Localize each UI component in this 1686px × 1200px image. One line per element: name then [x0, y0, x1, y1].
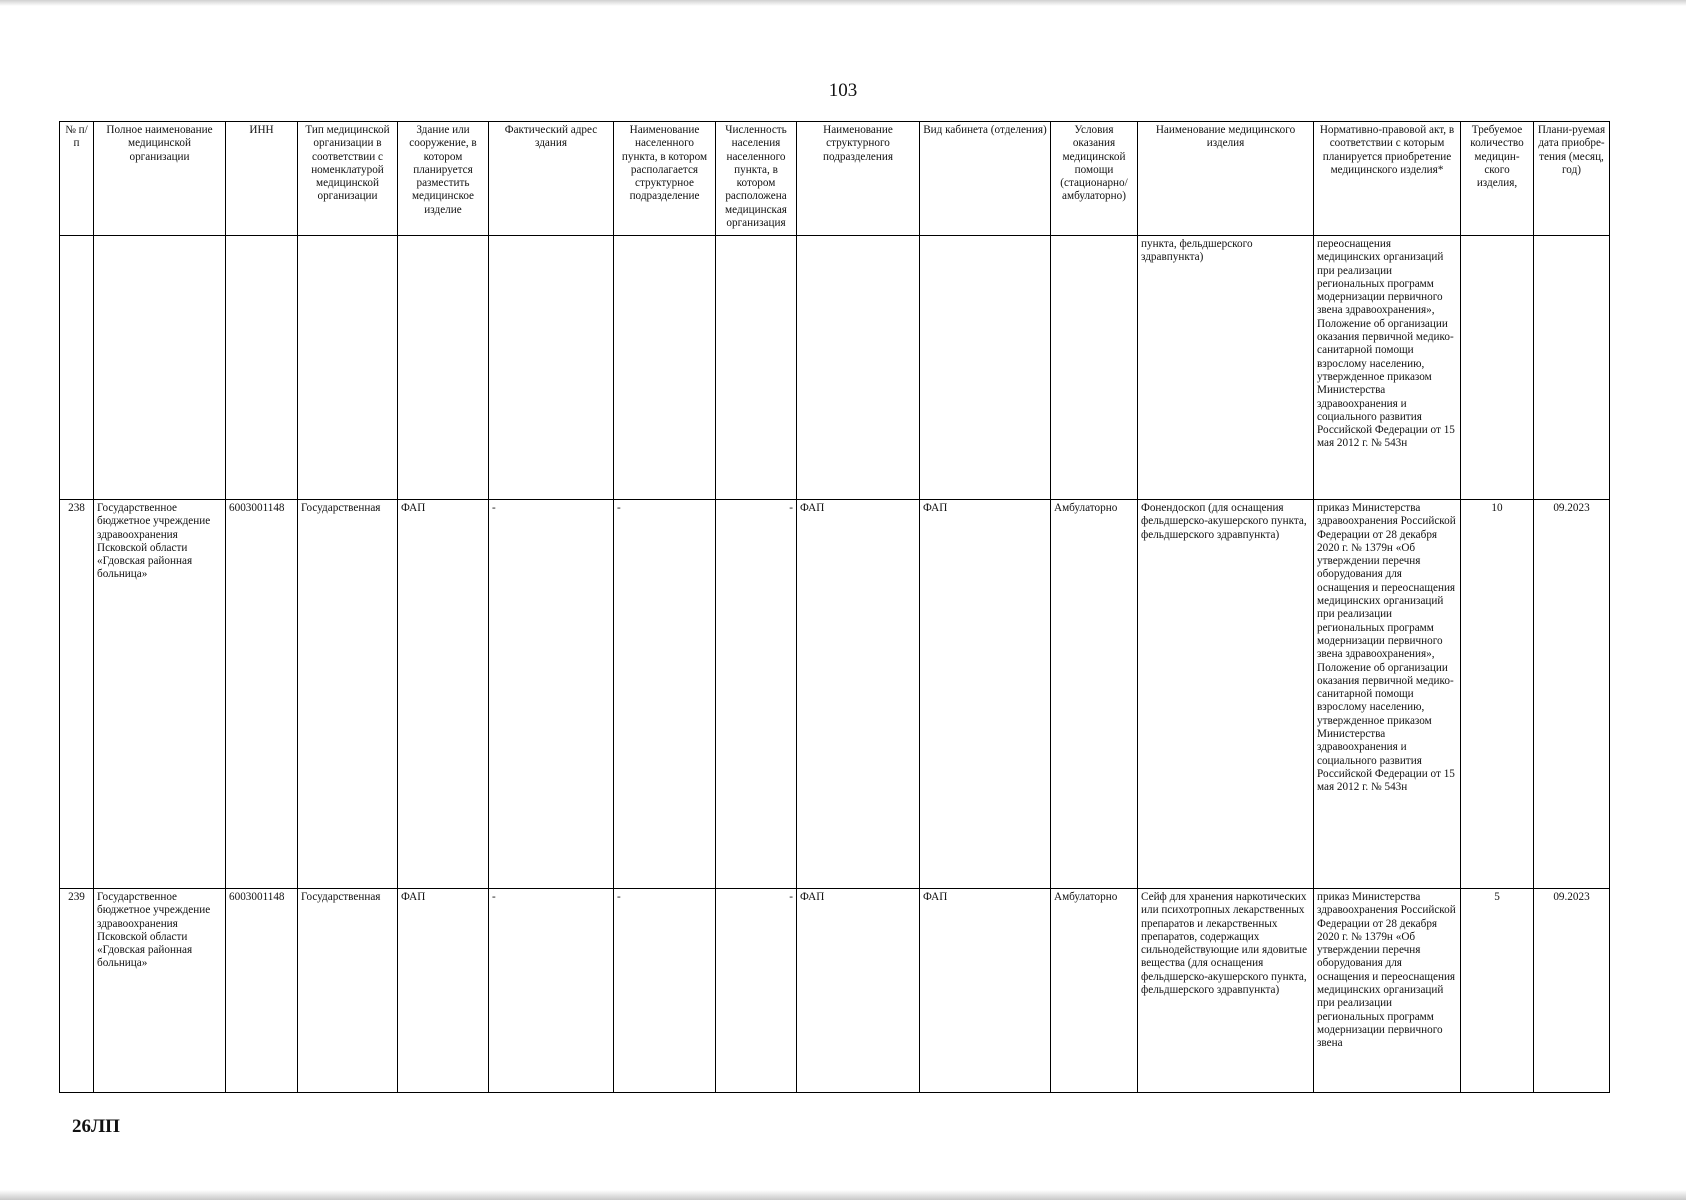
cell-address: - [489, 889, 614, 1093]
cell-num [60, 236, 94, 500]
table-row [60, 889, 1610, 1093]
cell-building: ФАП [398, 500, 489, 889]
cell-device: пункта, фельдшерского здравпункта) [1138, 236, 1314, 500]
cell-unit [797, 236, 920, 500]
header-cell-quantity: Требуемое количество медицин-ского изделия, [1461, 122, 1534, 236]
equipment-table [59, 121, 1610, 1093]
cell-settlement [614, 236, 716, 500]
cell-organization [94, 236, 226, 500]
scan-edge-bottom [0, 1190, 1686, 1200]
cell-num: 238 [60, 500, 94, 889]
header-cell-population: Численность населения населенного пункта, в котором расположена медицинская организация [716, 122, 797, 236]
cell-conditions [1051, 236, 1138, 500]
header-cell-date: Плани-руемая дата приобре-тения (месяц, год) [1534, 122, 1610, 236]
cell-organization: Государственное бюджетное учреждение здравоохранения Псковской области «Гдовская районная больница» [94, 889, 226, 1093]
cell-cabinet: ФАП [920, 889, 1051, 1093]
header-cell-type: Тип медицинской организации в соответствии с номенклатурой медицинской организации [298, 122, 398, 236]
cell-quantity [1461, 236, 1534, 500]
cell-date: 09.2023 [1534, 889, 1610, 1093]
cell-device: Сейф для хранения наркотических или психотропных лекарственных препаратов и лекарственных препаратов, содержащих сильнодействующие или ядовитые вещества (для оснащения фельдшерско-акушерского пункта, фельдшерского здравпункта) [1138, 889, 1314, 1093]
cell-num: 239 [60, 889, 94, 1093]
page-number: 103 [828, 80, 858, 101]
header-cell-legal-act: Нормативно-правовой акт, в соответствии с которым планируется приобретение медицинского изделия* [1314, 122, 1461, 236]
cell-cabinet [920, 236, 1051, 500]
cell-type [298, 236, 398, 500]
cell-legal-act: приказ Министерства здравоохранения Российской Федерации от 28 декабря 2020 г. № 1379н «Об утверждении перечня оборудования для оснащения и переоснащения медицинских организаций при реализации региональных программ модернизации первичного звена [1314, 889, 1461, 1093]
cell-date [1534, 236, 1610, 500]
header-cell-unit: Наименование структурного подразделения [797, 122, 920, 236]
header-cell-device: Наименование медицинского изделия [1138, 122, 1314, 236]
cell-date: 09.2023 [1534, 500, 1610, 889]
cell-quantity: 10 [1461, 500, 1534, 889]
cell-address: - [489, 500, 614, 889]
cell-organization: Государственное бюджетное учреждение здравоохранения Псковской области «Гдовская районная больница» [94, 500, 226, 889]
table-row [60, 236, 1610, 500]
cell-conditions: Амбулаторно [1051, 500, 1138, 889]
cell-settlement: - [614, 889, 716, 1093]
header-cell-conditions: Условия оказания медицинской помощи (стационарно/ амбулаторно) [1051, 122, 1138, 236]
cell-building [398, 236, 489, 500]
header-cell-inn: ИНН [226, 122, 298, 236]
cell-device: Фонендоскоп (для оснащения фельдшерско-акушерского пункта, фельдшерского здравпункта) [1138, 500, 1314, 889]
cell-population: - [716, 500, 797, 889]
document-code: 26ЛП [72, 1116, 120, 1137]
cell-inn [226, 236, 298, 500]
cell-type: Государственная [298, 500, 398, 889]
cell-building: ФАП [398, 889, 489, 1093]
cell-inn: 6003001148 [226, 500, 298, 889]
header-cell-settlement: Наименование населенного пункта, в котором располагается структурное подразделение [614, 122, 716, 236]
table-header-row [60, 122, 1610, 236]
cell-inn: 6003001148 [226, 889, 298, 1093]
cell-population [716, 236, 797, 500]
cell-settlement: - [614, 500, 716, 889]
cell-quantity: 5 [1461, 889, 1534, 1093]
cell-type: Государственная [298, 889, 398, 1093]
cell-cabinet: ФАП [920, 500, 1051, 889]
header-cell-address: Фактический адрес здания [489, 122, 614, 236]
cell-unit: ФАП [797, 500, 920, 889]
header-cell-building: Здание или сооружение, в котором планируется разместить медицинское изделие [398, 122, 489, 236]
header-cell-organization: Полное наименование медицинской организации [94, 122, 226, 236]
cell-unit: ФАП [797, 889, 920, 1093]
cell-legal-act: приказ Министерства здравоохранения Российской Федерации от 28 декабря 2020 г. № 1379н «Об утверждении перечня оборудования для оснащения и переоснащения медицинских организаций при реализации региональных программ модернизации первичного звена здравоохранения», Положение об организации оказания первичной медико-санитарной помощи взрослому населению, утвержденное приказом Министерства здравоохранения и социального развития Российской Федерации от 15 мая 2012 г. № 543н [1314, 500, 1461, 889]
cell-population: - [716, 889, 797, 1093]
header-cell-num: № п/п [60, 122, 94, 236]
table-row [60, 500, 1610, 889]
header-cell-cabinet: Вид кабинета (отделения) [920, 122, 1051, 236]
scan-edge-top [0, 0, 1686, 6]
cell-legal-act: переоснащения медицинских организаций при реализации региональных программ модернизации первичного звена здравоохранения», Положение об организации оказания первичной медико-санитарной помощи взрослому населению, утвержденное приказом Министерства здравоохранения и социального развития Российской Федерации от 15 мая 2012 г. № 543н [1314, 236, 1461, 500]
cell-address [489, 236, 614, 500]
cell-conditions: Амбулаторно [1051, 889, 1138, 1093]
